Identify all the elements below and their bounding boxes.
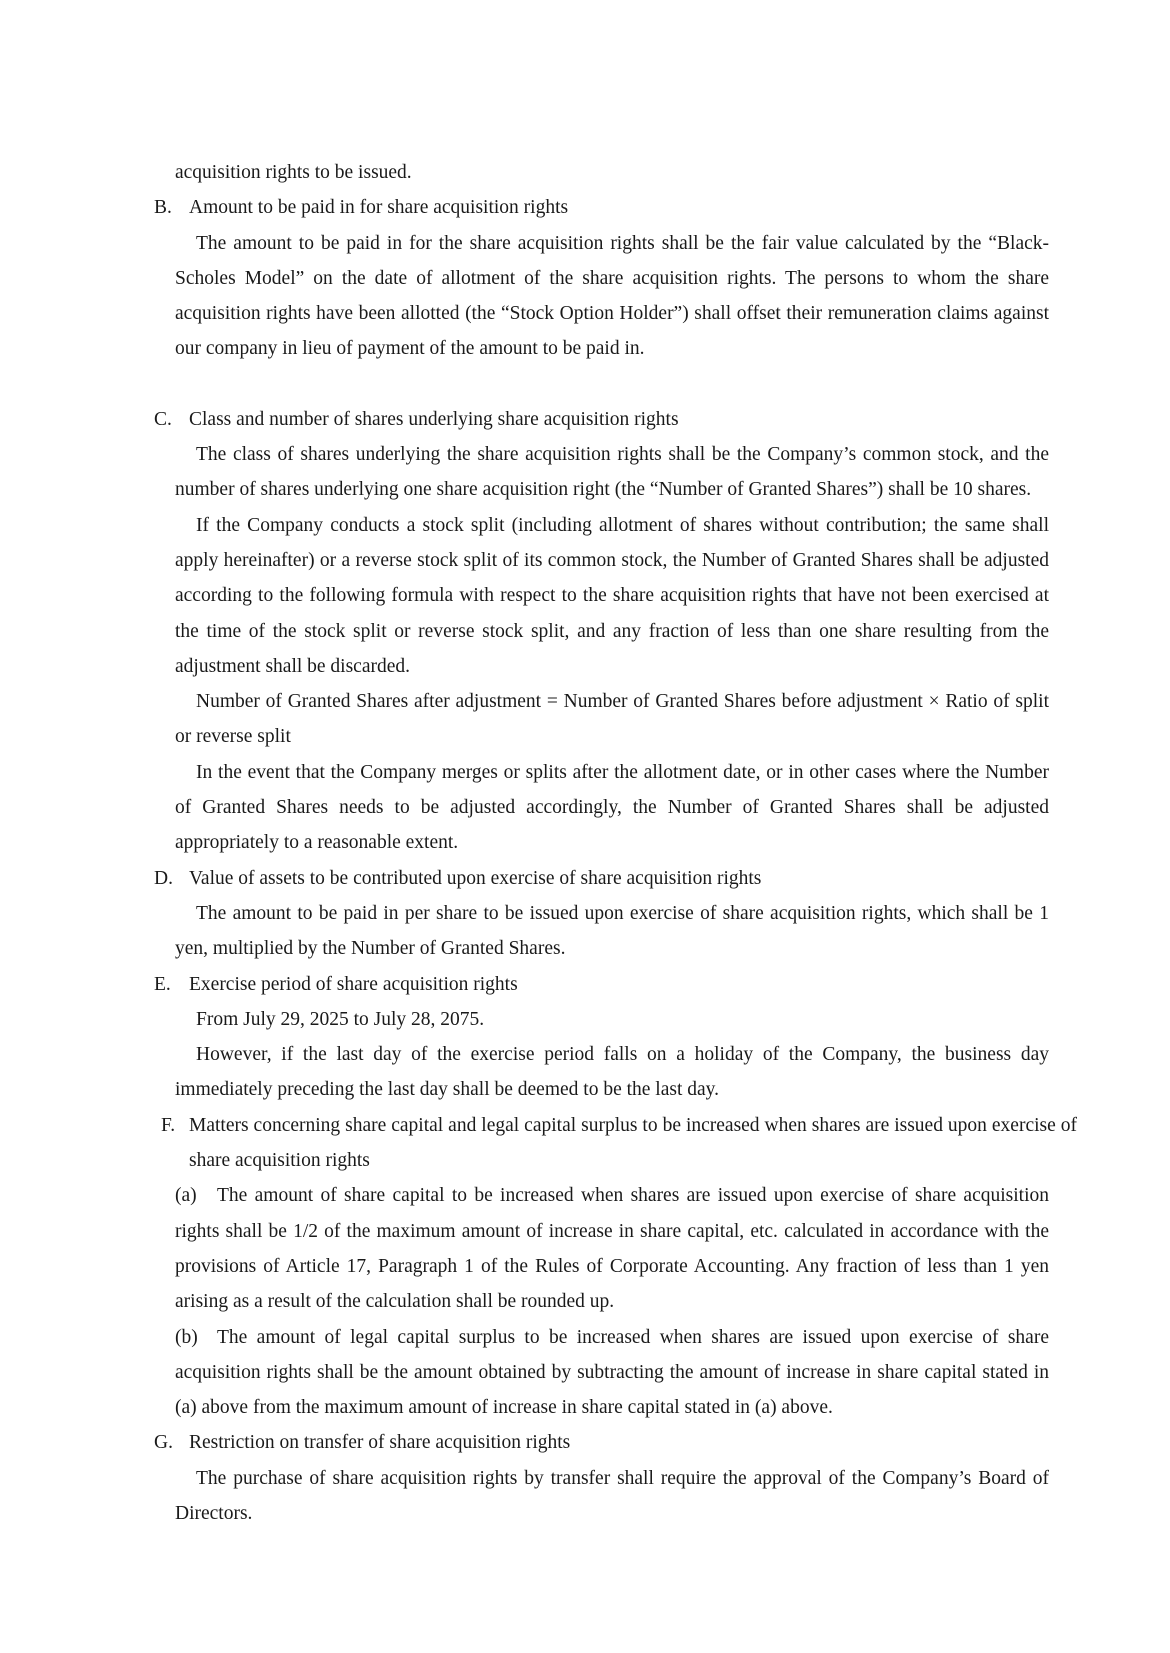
section-d-paragraph: The amount to be paid in per share to be issued upon exercise of share acquisition rights, which shall be 1 yen, multiplied by the Number of Granted Shares. xyxy=(175,902,1049,960)
section-c-paragraph-2: If the Company conducts a stock split (including allotment of shares without contribution; the same shall apply hereinafter) or a reverse stock split of its common stock, the Number of Granted Shares shall be adjusted according to the following formula with respect to the share acquisition rights that have not been exercised at the time of the stock split or reverse stock split, and any fraction of less than one share resulting from the adjustment shall be discarded. xyxy=(175,514,1049,677)
section-d-title: Value of assets to be contributed upon exercise of share acquisition rights xyxy=(189,867,762,889)
section-c-paragraph-1: The class of shares underlying the share acquisition rights shall be the Company’s common stock, and the number of shares underlying one share acquisition right (the “Number of Granted Shares”) shall be 10 shares. xyxy=(175,444,1049,501)
section-f xyxy=(0,1108,1170,1426)
section-b-paragraph: The amount to be paid in for the share acquisition rights shall be the fair value calculated by the “Black-Scholes Model” on the date of allotment of the share acquisition rights. The persons to whom the share acquisition rights have been allotted (the “Stock Option Holder”) shall offset their remuneration claims against our company in lieu of payment of the amount to be paid in. xyxy=(175,232,1049,360)
section-c-formula: Number of Granted Shares after adjustment = Number of Granted Shares before adjustment × Ratio of split or reverse split xyxy=(175,691,1049,748)
section-g-title: Restriction on transfer of share acquisition rights xyxy=(189,1432,571,1454)
section-f-item-a-text: The amount of share capital to be increased when shares are issued upon exercise of share acquisition rights shall be 1/2 of the maximum amount of increase in share capital, etc. calculated in accordance with the provisions of Article 17, Paragraph 1 of the Rules of Corporate Accounting. Any fraction of less than 1 yen arising as a result of the calculation shall be rounded up. xyxy=(175,1185,1049,1313)
lead-text: acquisition rights to be issued. xyxy=(175,162,412,183)
section-f-letter: F. xyxy=(161,1114,176,1136)
section-d-heading xyxy=(154,861,1049,896)
section-f-item-a-mark: (a) xyxy=(175,1185,197,1207)
section-e-letter: E. xyxy=(154,973,171,995)
section-c-heading xyxy=(154,402,1049,437)
section-f-item-a xyxy=(175,1178,1049,1319)
section-b-title: Amount to be paid in for share acquisition rights xyxy=(189,197,569,219)
document-page xyxy=(0,155,1170,1531)
section-b xyxy=(0,190,1170,366)
section-spacer xyxy=(0,367,1170,402)
section-c-letter: C. xyxy=(154,408,172,430)
section-e-title: Exercise period of share acquisition rights xyxy=(189,973,518,995)
section-g-letter: G. xyxy=(154,1432,173,1454)
section-g-heading xyxy=(154,1425,1049,1460)
section-e-period: From July 29, 2025 to July 28, 2075. xyxy=(196,1008,485,1030)
section-e xyxy=(0,967,1170,1108)
section-f-item-b-text: The amount of legal capital surplus to be increased when shares are issued upon exercise of share acquisition rights shall be the amount obtained by subtracting the amount of increase in share capital stated in (a) above from the maximum amount of increase in share capital stated in (a) above. xyxy=(175,1326,1049,1419)
section-g xyxy=(0,1425,1170,1531)
section-f-heading xyxy=(161,1108,1077,1179)
section-c-paragraph-3: In the event that the Company merges or splits after the allotment date, or in other cases where the Number of Granted Shares needs to be adjusted accordingly, the Number of Granted Shares shall be adjusted appropriately to a reasonable extent. xyxy=(175,761,1049,854)
section-b-letter: B. xyxy=(154,197,172,219)
section-f-item-b xyxy=(175,1320,1049,1426)
section-f-item-b-mark: (b) xyxy=(175,1326,198,1348)
section-g-paragraph: The purchase of share acquisition rights by transfer shall require the approval of the Company’s Board of Directors. xyxy=(175,1467,1049,1524)
section-f-title: Matters concerning share capital and legal capital surplus to be increased when shares are issued upon exercise of share acquisition rights xyxy=(189,1114,1077,1172)
section-d-letter: D. xyxy=(154,867,173,889)
section-b-heading xyxy=(154,190,1049,225)
section-d xyxy=(0,861,1170,967)
section-c xyxy=(0,402,1170,861)
section-c-title: Class and number of shares underlying share acquisition rights xyxy=(189,408,679,430)
section-e-heading xyxy=(154,967,1049,1002)
section-e-paragraph: However, if the last day of the exercise period falls on a holiday of the Company, the business day immediately preceding the last day shall be deemed to be the last day. xyxy=(175,1044,1049,1101)
